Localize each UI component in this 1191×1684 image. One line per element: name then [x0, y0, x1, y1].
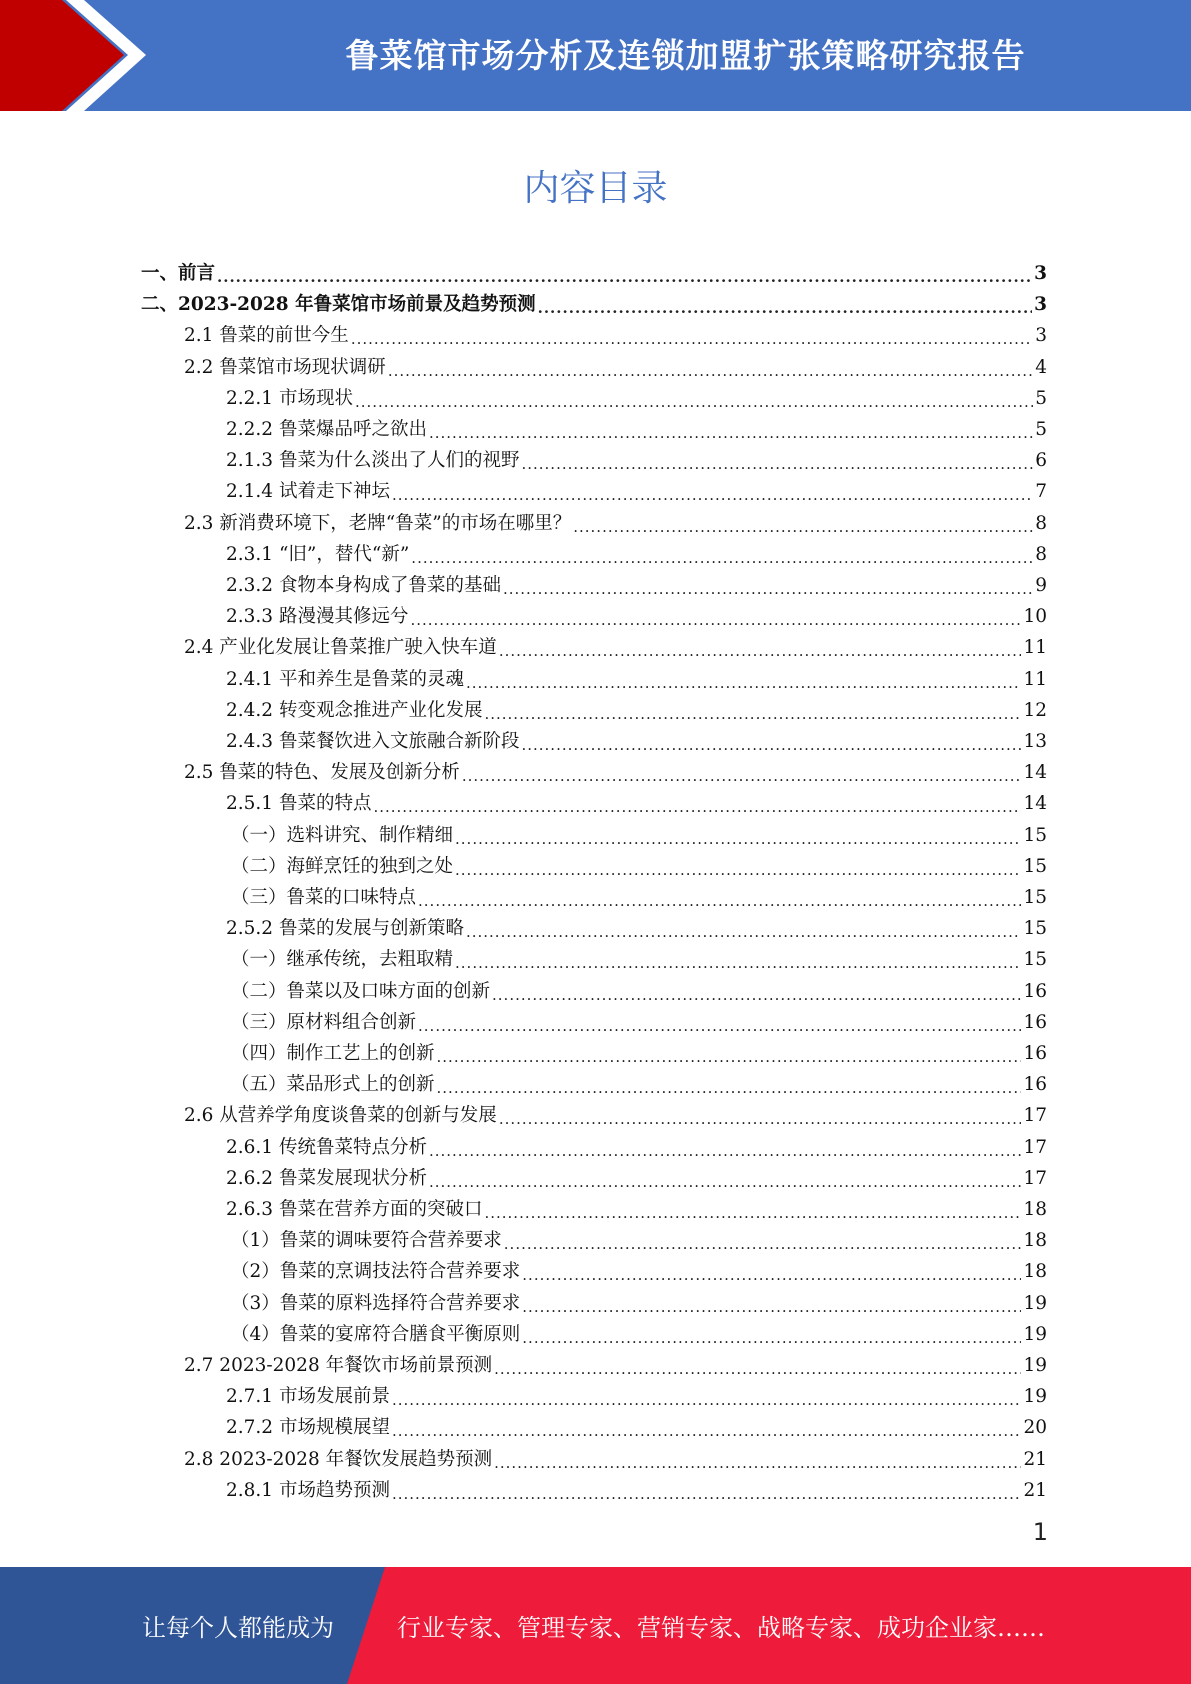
toc-entry-title: （4）鲁菜的宴席符合膳食平衡原则 [231, 1323, 521, 1345]
toc-leader-dots [351, 325, 1033, 347]
toc-entry[interactable] [141, 254, 1047, 285]
toc-entry[interactable] [226, 691, 1047, 722]
toc-entry-page: 17 [1023, 1105, 1047, 1127]
toc-entry-title: 2.5 鲁菜的特色、发展及创新分析 [184, 762, 460, 784]
toc-entry-page: 21 [1023, 1479, 1047, 1501]
toc-entry-page: 12 [1023, 699, 1047, 721]
toc-leader-dots [437, 1043, 1022, 1065]
toc-leader-dots [410, 606, 1021, 628]
toc-entry-page: 11 [1023, 668, 1047, 690]
toc-entry-page: 8 [1035, 543, 1047, 565]
toc-entry-title: （二）鲁菜以及口味方面的创新 [231, 980, 491, 1002]
toc-entry[interactable] [226, 441, 1047, 472]
toc-entry-page: 16 [1023, 1011, 1047, 1033]
toc-leader-dots [499, 637, 1022, 659]
toc-leader-dots [388, 357, 1033, 379]
toc-entry-page: 14 [1023, 762, 1047, 784]
toc-entry[interactable] [231, 1003, 1047, 1034]
toc-entry[interactable] [231, 1221, 1047, 1252]
toc-entry-title: 2.7.1 市场发展前景 [226, 1386, 390, 1408]
toc-entry-title: 2.2.2 鲁菜爆品呼之欲出 [226, 419, 427, 440]
toc-entry-title: （三）原材料组合创新 [231, 1011, 417, 1033]
toc-entry[interactable] [226, 566, 1047, 597]
toc-leader-dots [492, 981, 1021, 1003]
toc-entry-title: 2.7 2023-2028 年餐饮市场前景预测 [184, 1355, 493, 1376]
toc-leader-dots [521, 450, 1033, 472]
toc-entry-page: 19 [1023, 1323, 1047, 1345]
toc-entry[interactable] [226, 784, 1047, 815]
toc-entry[interactable] [226, 379, 1047, 410]
toc-leader-dots [437, 1074, 1022, 1096]
toc-entry-page: 13 [1023, 731, 1047, 752]
toc-entry[interactable] [226, 1128, 1047, 1159]
toc-entry-page: 16 [1023, 980, 1047, 1002]
toc-leader-dots [494, 1355, 1021, 1377]
toc-entry-title: 2.1 鲁菜的前世今生 [184, 325, 349, 347]
toc-entry-page: 5 [1035, 387, 1047, 409]
toc-entry-page: 10 [1023, 606, 1047, 628]
header-band [0, 0, 1191, 111]
toc-entry[interactable] [226, 909, 1047, 940]
toc-entry-title: 2.7.2 市场规模展望 [226, 1417, 390, 1439]
toc-entry-title: （一）继承传统，去粗取精 [231, 949, 454, 971]
toc-leader-dots [504, 1230, 1022, 1252]
toc-entry[interactable] [226, 1190, 1047, 1221]
toc-entry-title: （五）菜品形式上的创新 [231, 1074, 435, 1096]
toc-entry-title: （一）选料讲究、制作精细 [231, 824, 454, 846]
toc-leader-dots [392, 1417, 1021, 1439]
toc-leader-dots [466, 669, 1021, 691]
toc-entry[interactable] [231, 972, 1047, 1003]
toc-entry-page: 3 [1034, 263, 1047, 284]
report-title: 鲁菜馆市场分析及连锁加盟扩张策略研究报告 [345, 35, 1026, 75]
toc-entry[interactable] [184, 1440, 1047, 1471]
page-number: 1 [1032, 1518, 1048, 1546]
toc-entry-page: 18 [1023, 1199, 1047, 1220]
toc-entry[interactable] [226, 1377, 1047, 1408]
toc-leader-dots [418, 887, 1021, 909]
toc-entry[interactable] [231, 1065, 1047, 1096]
toc-entry-title: 2.1.3 鲁菜为什么淡出了人们的视野 [226, 450, 520, 472]
toc-leader-dots [466, 918, 1021, 940]
toc-entry-title: 2.1.4 试着走下神坛 [226, 481, 390, 503]
toc-leader-dots [411, 544, 1033, 566]
toc-entry-page: 16 [1023, 1043, 1047, 1064]
toc-entry-title: 2.4 产业化发展让鲁菜推广驶入快车道 [184, 637, 497, 659]
toc-entry-title: 2.6.2 鲁菜发展现状分析 [226, 1167, 427, 1189]
toc-leader-dots [484, 700, 1021, 722]
toc-entry[interactable] [226, 1471, 1047, 1502]
toc-leader-dots [521, 731, 1021, 753]
toc-entry-title: （三）鲁菜的口味特点 [231, 887, 417, 908]
toc-entry[interactable] [226, 472, 1047, 503]
toc-entry-title: 2.3.3 路漫漫其修远兮 [226, 606, 409, 628]
toc-leader-dots [392, 1480, 1021, 1502]
toc-entry-title: （四）制作工艺上的创新 [231, 1043, 435, 1064]
toc-entry[interactable] [226, 1408, 1047, 1439]
toc-entry[interactable] [231, 1252, 1047, 1283]
toc-entry-title: 2.2.1 市场现状 [226, 387, 353, 409]
toc-entry[interactable] [231, 847, 1047, 878]
toc-entry-title: 一、前言 [141, 263, 216, 284]
toc-entry-page: 11 [1023, 637, 1047, 659]
toc-entry[interactable] [184, 753, 1047, 784]
toc-leader-dots [573, 513, 1033, 535]
toc-leader-dots [538, 294, 1033, 316]
toc-leader-dots [462, 762, 1022, 784]
toc-leader-dots [355, 388, 1033, 410]
toc-entry-page: 15 [1023, 824, 1047, 846]
toc-entry-page: 3 [1034, 294, 1047, 316]
toc-entry-page: 15 [1023, 887, 1047, 908]
toc-entry[interactable] [184, 348, 1047, 379]
toc-leader-dots [455, 825, 1021, 847]
toc-entry-title: 2.2 鲁菜馆市场现状调研 [184, 356, 386, 378]
toc-entry-title: 二、2023-2028 年鲁菜馆市场前景及趋势预测 [141, 294, 536, 316]
footer-slogan-left: 让每个人都能成为 [142, 1614, 334, 1642]
toc-leader-dots [373, 793, 1021, 815]
toc-entry-page: 4 [1035, 356, 1047, 378]
toc-entry-title: （3）鲁菜的原料选择符合营养要求 [231, 1292, 521, 1314]
toc-entry-page: 17 [1023, 1167, 1047, 1189]
toc-entry-page: 3 [1035, 325, 1047, 347]
toc-entry-title: 2.4.3 鲁菜餐饮进入文旅融合新阶段 [226, 731, 520, 752]
toc-entry-page: 21 [1023, 1448, 1047, 1470]
toc-entry-title: 2.5.2 鲁菜的发展与创新策略 [226, 918, 464, 940]
toc-leader-dots [494, 1449, 1021, 1471]
toc-leader-dots [418, 1012, 1021, 1034]
footer-slogan-right: 行业专家、管理专家、营销专家、战略专家、成功企业家…… [397, 1614, 1045, 1642]
toc-entry-title: 2.3.1 “旧”，替代“新” [226, 543, 410, 565]
toc-entry-page: 7 [1035, 481, 1047, 503]
toc-entry-title: 2.6.1 传统鲁菜特点分析 [226, 1136, 427, 1158]
toc-leader-dots [429, 1168, 1021, 1190]
toc-entry[interactable] [226, 722, 1047, 753]
toc-leader-dots [484, 1199, 1021, 1221]
toc-entry-title: 2.5.1 鲁菜的特点 [226, 793, 372, 815]
header-chevron-decoration [0, 0, 160, 111]
toc-entry[interactable] [184, 504, 1047, 535]
toc-entry-title: 2.8 2023-2028 年餐饮发展趋势预测 [184, 1448, 493, 1470]
toc-entry[interactable] [184, 316, 1047, 347]
toc-entry-page: 19 [1023, 1355, 1047, 1376]
toc-leader-dots [522, 1324, 1021, 1346]
toc-entry-title: （1）鲁菜的调味要符合营养要求 [231, 1230, 502, 1252]
toc-entry[interactable] [226, 660, 1047, 691]
toc-leader-dots [522, 1293, 1021, 1315]
toc-entry-title: 2.4.2 转变观念推进产业化发展 [226, 699, 483, 721]
toc-entry[interactable] [141, 285, 1047, 316]
toc-entry-page: 15 [1023, 855, 1047, 877]
toc-entry[interactable] [226, 597, 1047, 628]
toc-entry-page: 19 [1023, 1292, 1047, 1314]
toc-heading: 内容目录 [523, 168, 668, 209]
toc-entry-page: 8 [1035, 512, 1047, 534]
toc-entry[interactable] [226, 410, 1047, 441]
toc-leader-dots [499, 1105, 1022, 1127]
footer-band [0, 1567, 1191, 1684]
toc-entry-title: 2.6.3 鲁菜在营养方面的突破口 [226, 1199, 483, 1220]
toc-entry-page: 19 [1023, 1386, 1047, 1408]
toc-entry-title: 2.3 新消费环境下，老牌“鲁菜”的市场在哪里？ [184, 512, 572, 534]
toc-entry-page: 16 [1023, 1074, 1047, 1096]
toc-entry-title: 2.3.2 食物本身构成了鲁菜的基础 [226, 575, 501, 596]
toc-entry[interactable] [231, 940, 1047, 971]
toc-entry[interactable] [231, 1315, 1047, 1346]
toc-leader-dots [217, 263, 1032, 285]
toc-entry-page: 9 [1035, 575, 1047, 596]
toc-entry[interactable] [184, 628, 1047, 659]
toc-entry-page: 20 [1023, 1417, 1047, 1439]
toc-entry-page: 18 [1023, 1230, 1047, 1252]
toc-leader-dots [522, 1261, 1021, 1283]
toc-entry[interactable] [231, 878, 1047, 909]
toc-entry-page: 18 [1023, 1261, 1047, 1283]
toc-entry-title: （二）海鲜烹饪的独到之处 [231, 855, 454, 877]
toc-leader-dots [455, 856, 1021, 878]
toc-entry[interactable] [226, 535, 1047, 566]
toc-leader-dots [455, 949, 1021, 971]
toc-leader-dots [429, 419, 1033, 441]
toc-leader-dots [503, 575, 1033, 597]
toc-entry[interactable] [231, 1284, 1047, 1315]
toc-entry-title: （2）鲁菜的烹调技法符合营养要求 [231, 1261, 521, 1283]
toc-entry-page: 14 [1023, 793, 1047, 815]
toc-leader-dots [429, 1137, 1021, 1159]
toc-entry[interactable] [231, 816, 1047, 847]
toc-leader-dots [392, 1386, 1021, 1408]
toc-entry-page: 6 [1035, 450, 1047, 472]
toc-entry-title: 2.6 从营养学角度谈鲁菜的创新与发展 [184, 1105, 497, 1127]
toc-entry-title: 2.8.1 市场趋势预测 [226, 1479, 390, 1501]
toc-entry[interactable] [184, 1096, 1047, 1127]
toc-entry-page: 5 [1035, 419, 1047, 440]
toc-entry-page: 17 [1023, 1136, 1047, 1158]
toc-entry[interactable] [226, 1159, 1047, 1190]
toc-entry-page: 15 [1023, 949, 1047, 971]
toc-entry-title: 2.4.1 平和养生是鲁菜的灵魂 [226, 668, 464, 690]
toc-entry[interactable] [231, 1034, 1047, 1065]
toc-leader-dots [392, 481, 1033, 503]
toc-entry[interactable] [184, 1346, 1047, 1377]
toc-entry-page: 15 [1023, 918, 1047, 940]
